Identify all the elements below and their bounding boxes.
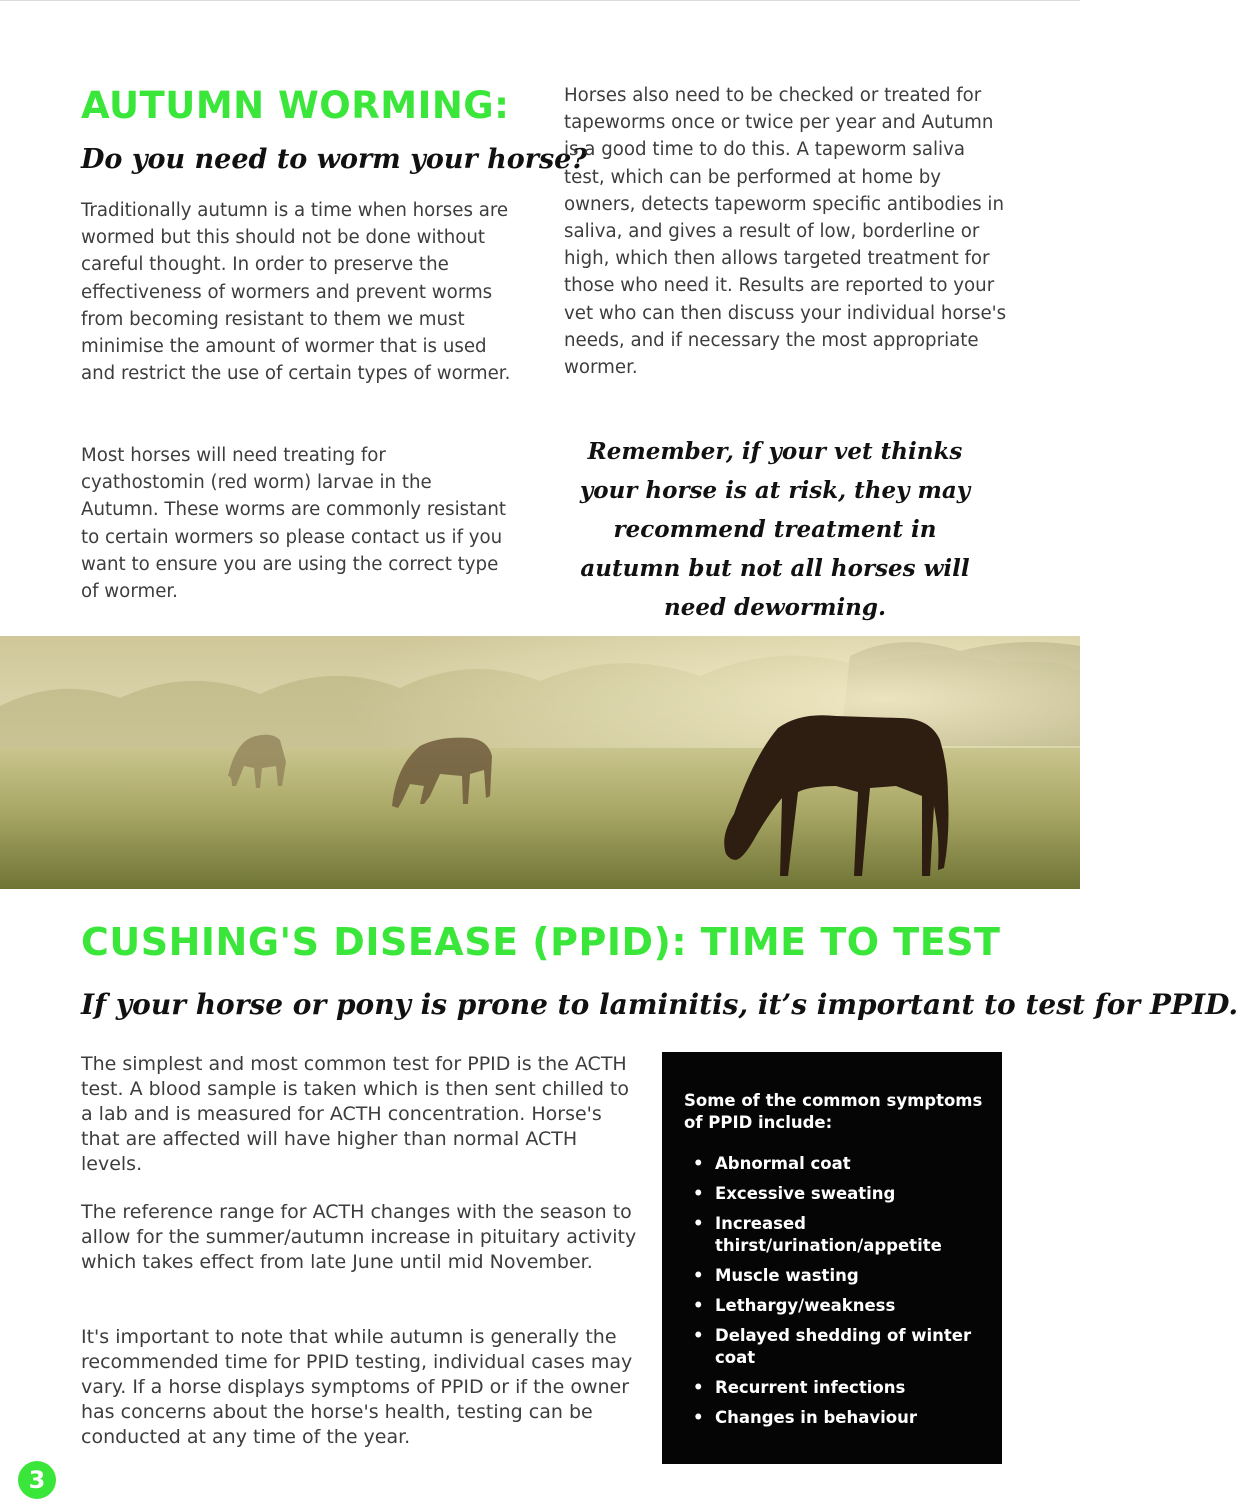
symptoms-list — [684, 1153, 989, 1437]
symptom-label: Recurrent infections — [715, 1378, 906, 1397]
list-item — [684, 1265, 989, 1287]
bullet-icon: • — [693, 1154, 704, 1173]
list-item — [684, 1153, 989, 1175]
page-number-badge: 3 — [18, 1461, 56, 1499]
symptom-label: Excessive sweating — [715, 1184, 896, 1203]
horses-in-mist-photo — [0, 636, 1080, 889]
testing-timing-paragraph: It's important to note that while autumn is generally the recommended time for PPID testing, individual cases may vary. If a horse displays symptoms of PPID or if the owner has concerns about the horse's health, testing can be conducted at any time of the year. — [81, 1326, 633, 1448]
symptom-label: Muscle wasting — [715, 1266, 859, 1285]
list-item — [684, 1377, 989, 1399]
cushings-heading: CUSHING'S DISEASE (PPID): TIME TO TEST — [81, 920, 1001, 964]
symptom-label: Abnormal coat — [715, 1154, 851, 1173]
list-item — [684, 1325, 989, 1369]
symptom-label: Changes in behaviour — [715, 1408, 917, 1427]
acth-test-paragraph: The simplest and most common test for PPID is the ACTH test. A blood sample is taken which is then sent chilled to a lab and is measured for ACTH concentration. Horse's that are affected will have higher than normal ACTH levels. — [81, 1053, 629, 1175]
symptom-label: Increased thirst/urination/appetite — [715, 1214, 942, 1255]
remember-callout: Remember, if your vet thinks your horse is at risk, they may recommend treatment in autumn but not all horses will need deworming. — [579, 438, 971, 621]
list-item — [684, 1183, 989, 1205]
symptoms-panel — [662, 1052, 1002, 1464]
symptom-label: Delayed shedding of winter coat — [715, 1326, 972, 1367]
cushings-subheading: If your horse or pony is prone to laminitis, it’s important to test for PPID. — [81, 988, 1238, 1021]
bullet-icon: • — [693, 1266, 704, 1285]
list-item — [684, 1213, 989, 1257]
bullet-icon: • — [693, 1214, 704, 1233]
top-rule — [0, 0, 1080, 1]
list-item — [684, 1407, 989, 1429]
tapeworm-paragraph: Horses also need to be checked or treated for tapeworms once or twice per year and Autumn is a good time to do this. A tapeworm saliva test, which can be performed at home by owners, detects tapeworm specific antibodies in saliva, and gives a result of low, borderline or high, which then allows targeted treatment for those who need it. Results are reported to your vet who can then discuss your individual horse's needs, and if necessary the most appropriate wormer. — [564, 85, 1007, 379]
autumn-worming-subheading: Do you need to worm your horse? — [81, 144, 588, 175]
list-item — [684, 1295, 989, 1317]
bullet-icon: • — [693, 1296, 704, 1315]
bullet-icon: • — [693, 1408, 704, 1427]
bullet-icon: • — [693, 1184, 704, 1203]
symptom-label: Lethargy/weakness — [715, 1296, 896, 1315]
autumn-paragraph-2: Most horses will need treating for cyathostomin (red worm) larvae in the Autumn. These worms are commonly resistant to certain wormers so please contact us if you want to ensure you are using the correct type of wormer. — [81, 445, 507, 603]
autumn-paragraph-1: Traditionally autumn is a time when horses are wormed but this should not be done without careful thought. In order to preserve the effectiveness of wormers and prevent worms from becoming resistant to them we must minimise the amount of wormer that is used and restrict the use of certain types of wormer. — [81, 200, 511, 385]
reference-range-paragraph: The reference range for ACTH changes with the season to allow for the summer/autumn increase in pituitary activity which takes effect from late June until mid November. — [81, 1201, 637, 1273]
autumn-worming-heading: AUTUMN WORMING: — [81, 84, 510, 127]
symptoms-intro: Some of the common symptoms of PPID include: — [684, 1091, 983, 1132]
bullet-icon: • — [693, 1378, 704, 1397]
bullet-icon: • — [693, 1326, 704, 1345]
